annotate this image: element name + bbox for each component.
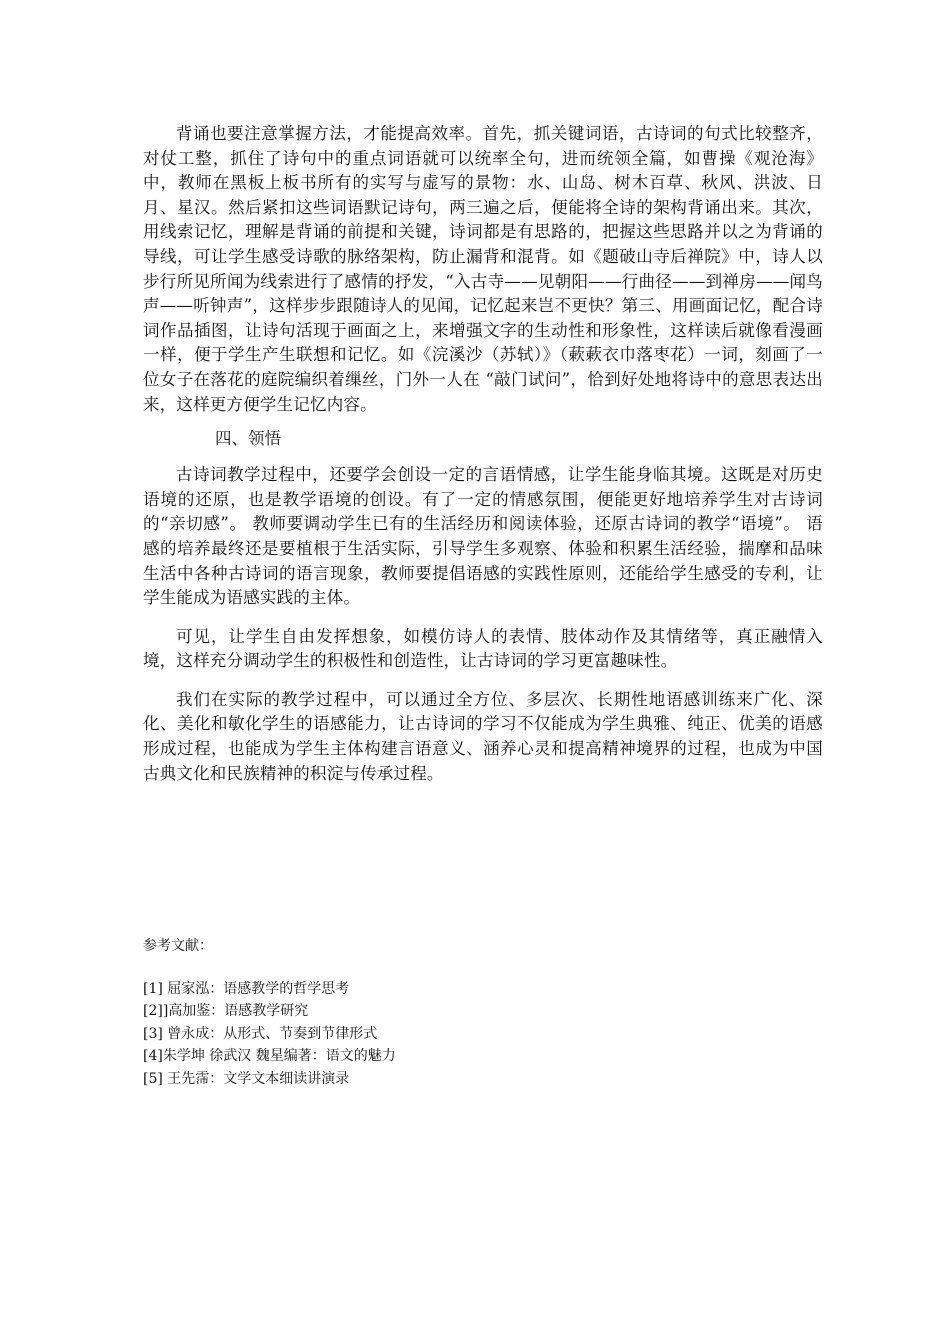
paragraph-conclusion: 我们在实际的教学过程中，可以通过全方位、多层次、长期性地语感训练来广化、深化、美化和敏化学生的语感能力，让古诗词的学习不仅能成为学生典雅、纯正、优美的语感形成过程，也能成为学生主体构建言语意义、涵养心灵和提高精神境界的过程，也成为中国古典文化和民族精神的积淀与传承过程。: [143, 689, 823, 783]
document-body: [143, 122, 823, 786]
paragraph-language-emotion: 古诗词教学过程中，还要学会创设一定的言语情感，让学生能身临其境。这既是对历史语境的还原，也是教学语境的创设。有了一定的情感氛围，便能更好地培养学生对古诗词的“亲切感”。 教师要调动学生已有的生活经历和阅读体验，还原古诗词的教学“语境”。 语感的培养最终还是要植根于生活实际，引导学生多观察、体验和积累生活经验，揣摩和品味生活中各种古诗词的语言现象，教师要提倡语感的实践性原则，还能给学生感受的专利，让学生能成为语感实践的主体。: [143, 465, 823, 608]
paragraph-memorization-methods: 背诵也要注意掌握方法，才能提高效率。首先，抓关键词语，古诗词的句式比较整齐，对仗工整，抓住了诗句中的重点词语就可以统率全句，进而统领全篇，如曹操《观沧海》中，教师在黑板上板书所有的实写与虚写的景物：水、山岛、树木百草、秋风、洪波、日月、星汉。然后紧扣这些词语默记诗句，两三遍之后，便能将全诗的架构背诵出来。其次，用线索记忆，理解是背诵的前提和关键，诗词都是有思路的，把握这些思路并以之为背诵的导线，可让学生感受诗歌的脉络架构，防止漏背和混背。如《题破山寺后禅院》中，诗人以步行所见所闻为线索进行了感情的抒发，“入古寺——见朝阳——行曲径——到禅房——闻鸟声——听钟声”，这样步步跟随诗人的见闻，记忆起来岂不更快？第三、用画面记忆，配合诗词作品插图，让诗句活现于画面之上，来增强文字的生动性和形象性，这样读后就像看漫画一样，便于学生产生联想和记忆。如《浣溪沙（苏轼）》（蔌蔌衣巾落枣花）一词，刻画了一位女子在落花的庭院编织着缫丝，门外一人在 “敲门试问”，恰到好处地将诗中的意思表达出来，这样更方便学生记忆内容。: [143, 124, 823, 414]
section-heading-comprehension: 四、领悟: [215, 429, 281, 449]
references-section: [143, 935, 823, 1090]
reference-item: [4]朱学坤 徐武汉 魏星编著：语文的魅力: [143, 1048, 396, 1064]
references-title: 参考文献：: [143, 938, 213, 954]
reference-item: [3] 曾永成：从形式、节奏到节律形式: [143, 1025, 378, 1042]
paragraph-imagination: 可见，让学生自由发挥想象，如模仿诗人的表情、肢体动作及其情绪等，真正融情入境，这样充分调动学生的积极性和创造性，让古诗词的学习更富趣味性。: [143, 626, 823, 671]
reference-item: [1] 屈家泓：语感教学的哲学思考: [143, 980, 350, 997]
reference-item: [2]]高加鉴：语感教学研究: [143, 1003, 309, 1019]
reference-item: [5] 王先霈：文学文本细读讲演录: [143, 1070, 350, 1087]
